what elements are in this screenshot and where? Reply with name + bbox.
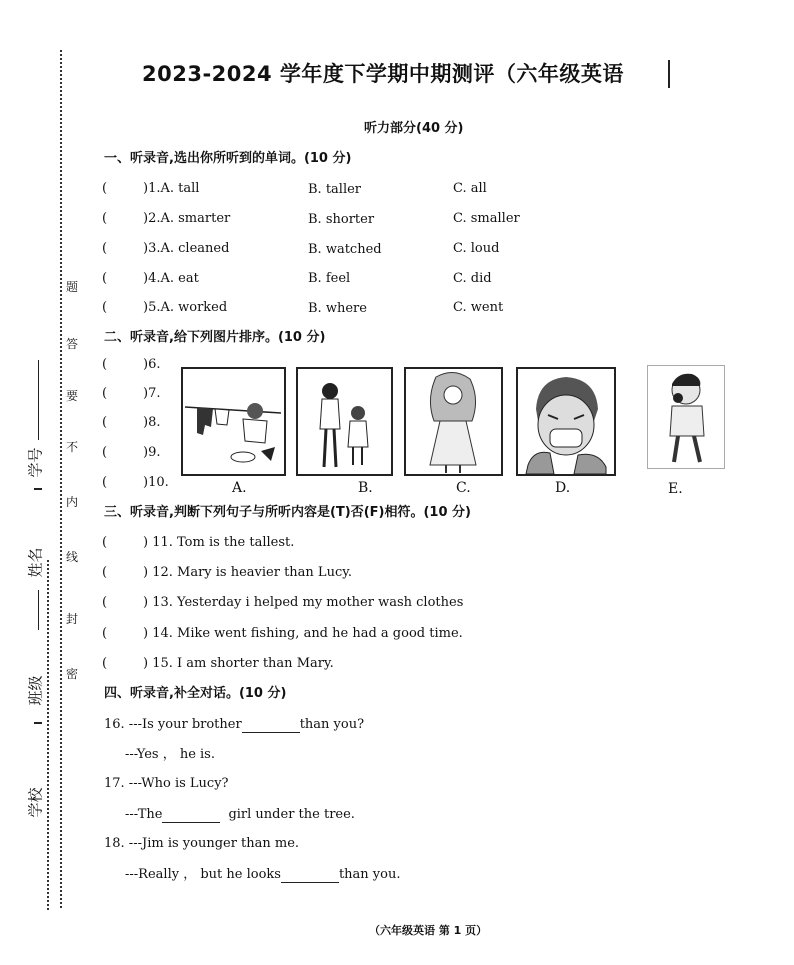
answer-blank[interactable] bbox=[281, 882, 339, 883]
question-option-b: B. feel bbox=[308, 271, 351, 286]
section3-heading: 三、听录音,判断下列句子与所听内容是(T)否(F)相符。(10 分) bbox=[104, 505, 471, 520]
answer-paren[interactable]: ( bbox=[102, 595, 108, 610]
student-no-label: 学号 bbox=[26, 447, 45, 478]
dialogue-text: ---Yes ， he is. bbox=[125, 747, 215, 762]
question-option-b: B. shorter bbox=[308, 212, 375, 227]
dialogue-text: girl under the tree. bbox=[228, 807, 355, 822]
answer-paren[interactable]: ( bbox=[102, 656, 108, 671]
answer-paren[interactable]: ( bbox=[102, 181, 108, 196]
dialogue-line bbox=[104, 717, 364, 733]
title-edge-bar bbox=[668, 60, 670, 88]
question-option-c: C. loud bbox=[453, 241, 500, 256]
listening-header: 听力部分(40 分) bbox=[364, 121, 464, 136]
answer-paren[interactable]: ( bbox=[102, 357, 108, 372]
answer-paren[interactable]: ( bbox=[102, 211, 108, 226]
page-title: 2023-2024 学年度下学期中期测评（六年级英语 bbox=[142, 62, 624, 86]
separator-dash bbox=[34, 488, 42, 490]
answer-blank[interactable] bbox=[242, 732, 300, 733]
boy-coughing-picture bbox=[647, 365, 725, 469]
name-line bbox=[38, 590, 39, 630]
question-option-a: )1.A. tall bbox=[143, 181, 200, 196]
class-label: 班级 bbox=[26, 675, 45, 706]
question-option-a: )4.A. eat bbox=[143, 271, 199, 286]
ordering-item: )10. bbox=[143, 475, 169, 490]
binding-dotted-line-outer bbox=[47, 560, 49, 910]
dialogue-text: ---The bbox=[125, 807, 163, 822]
seal-char: 封 bbox=[65, 612, 78, 626]
section4-heading: 四、听录音,补全对话。(10 分) bbox=[104, 686, 287, 701]
boy-with-mask-picture bbox=[516, 367, 616, 476]
judgement-item: ) 15. I am shorter than Mary. bbox=[143, 656, 334, 671]
dialogue-text: 18. ---Jim is younger than me. bbox=[104, 836, 300, 851]
judgement-item: ) 11. Tom is the tallest. bbox=[143, 535, 295, 550]
page-footer: （六年级英语 第 1 页） bbox=[369, 924, 488, 937]
picture-label: A. bbox=[232, 480, 247, 496]
dialogue-text: 16. ---Is your brother bbox=[104, 717, 242, 732]
separator-dash bbox=[34, 722, 42, 724]
girl-long-hair-picture bbox=[404, 367, 503, 476]
question-option-c: C. went bbox=[453, 300, 504, 315]
picture-label: B. bbox=[358, 480, 373, 496]
dialogue-line bbox=[125, 747, 215, 763]
binding-dotted-line bbox=[60, 50, 62, 908]
seal-char: 线 bbox=[65, 550, 78, 564]
judgement-item: ) 13. Yesterday i helped my mother wash clothes bbox=[143, 595, 464, 610]
seal-char: 答 bbox=[65, 337, 78, 351]
answer-paren[interactable]: ( bbox=[102, 475, 108, 490]
answer-paren[interactable]: ( bbox=[102, 445, 108, 460]
ordering-item: )7. bbox=[143, 386, 161, 401]
answer-blank[interactable] bbox=[162, 822, 220, 823]
dialogue-text: than you. bbox=[338, 867, 401, 882]
picture-label: E. bbox=[668, 481, 683, 497]
ordering-item: )8. bbox=[143, 415, 161, 430]
dialogue-line bbox=[104, 836, 299, 852]
judgement-item: ) 14. Mike went fishing, and he had a good time. bbox=[143, 626, 463, 641]
answer-paren[interactable]: ( bbox=[102, 535, 108, 550]
student-no-line bbox=[38, 360, 39, 440]
judgement-item: ) 12. Mary is heavier than Lucy. bbox=[143, 565, 352, 580]
question-option-c: C. all bbox=[453, 181, 487, 196]
question-option-a: )2.A. smarter bbox=[143, 211, 231, 226]
question-option-a: )5.A. worked bbox=[143, 300, 228, 315]
school-label: 学校 bbox=[26, 787, 45, 818]
dialogue-line bbox=[125, 867, 400, 883]
answer-paren[interactable]: ( bbox=[102, 565, 108, 580]
picture-label: D. bbox=[555, 480, 571, 496]
ordering-item: )9. bbox=[143, 445, 161, 460]
dialogue-text: than you? bbox=[299, 717, 365, 732]
seal-char: 要 bbox=[65, 389, 78, 403]
question-option-b: B. where bbox=[308, 301, 367, 316]
name-label: 姓名 bbox=[26, 547, 45, 578]
question-option-c: C. smaller bbox=[453, 211, 520, 226]
dialogue-line bbox=[125, 807, 355, 823]
answer-paren[interactable]: ( bbox=[102, 300, 108, 315]
answer-paren[interactable]: ( bbox=[102, 386, 108, 401]
section1-heading: 一、听录音,选出你所听到的单词。(10 分) bbox=[104, 151, 352, 166]
dialogue-text: 17. ---Who is Lucy? bbox=[104, 776, 229, 791]
question-option-c: C. did bbox=[453, 271, 492, 286]
clothes-line-picture bbox=[181, 367, 286, 476]
picture-label: C. bbox=[456, 480, 471, 496]
section2-heading: 二、听录音,给下列图片排序。(10 分) bbox=[104, 330, 326, 345]
ordering-item: )6. bbox=[143, 357, 161, 372]
seal-char: 密 bbox=[65, 667, 78, 681]
seal-char: 题 bbox=[65, 280, 78, 294]
answer-paren[interactable]: ( bbox=[102, 415, 108, 430]
answer-paren[interactable]: ( bbox=[102, 626, 108, 641]
answer-paren[interactable]: ( bbox=[102, 241, 108, 256]
question-option-b: B. watched bbox=[308, 242, 382, 257]
question-option-b: B. taller bbox=[308, 182, 362, 197]
dialogue-line bbox=[104, 776, 229, 792]
two-children-picture bbox=[296, 367, 393, 476]
seal-char: 不 bbox=[65, 440, 78, 454]
dialogue-text: ---Really ， but he looks bbox=[125, 867, 281, 882]
seal-char: 内 bbox=[65, 495, 78, 509]
question-option-a: )3.A. cleaned bbox=[143, 241, 230, 256]
answer-paren[interactable]: ( bbox=[102, 271, 108, 286]
